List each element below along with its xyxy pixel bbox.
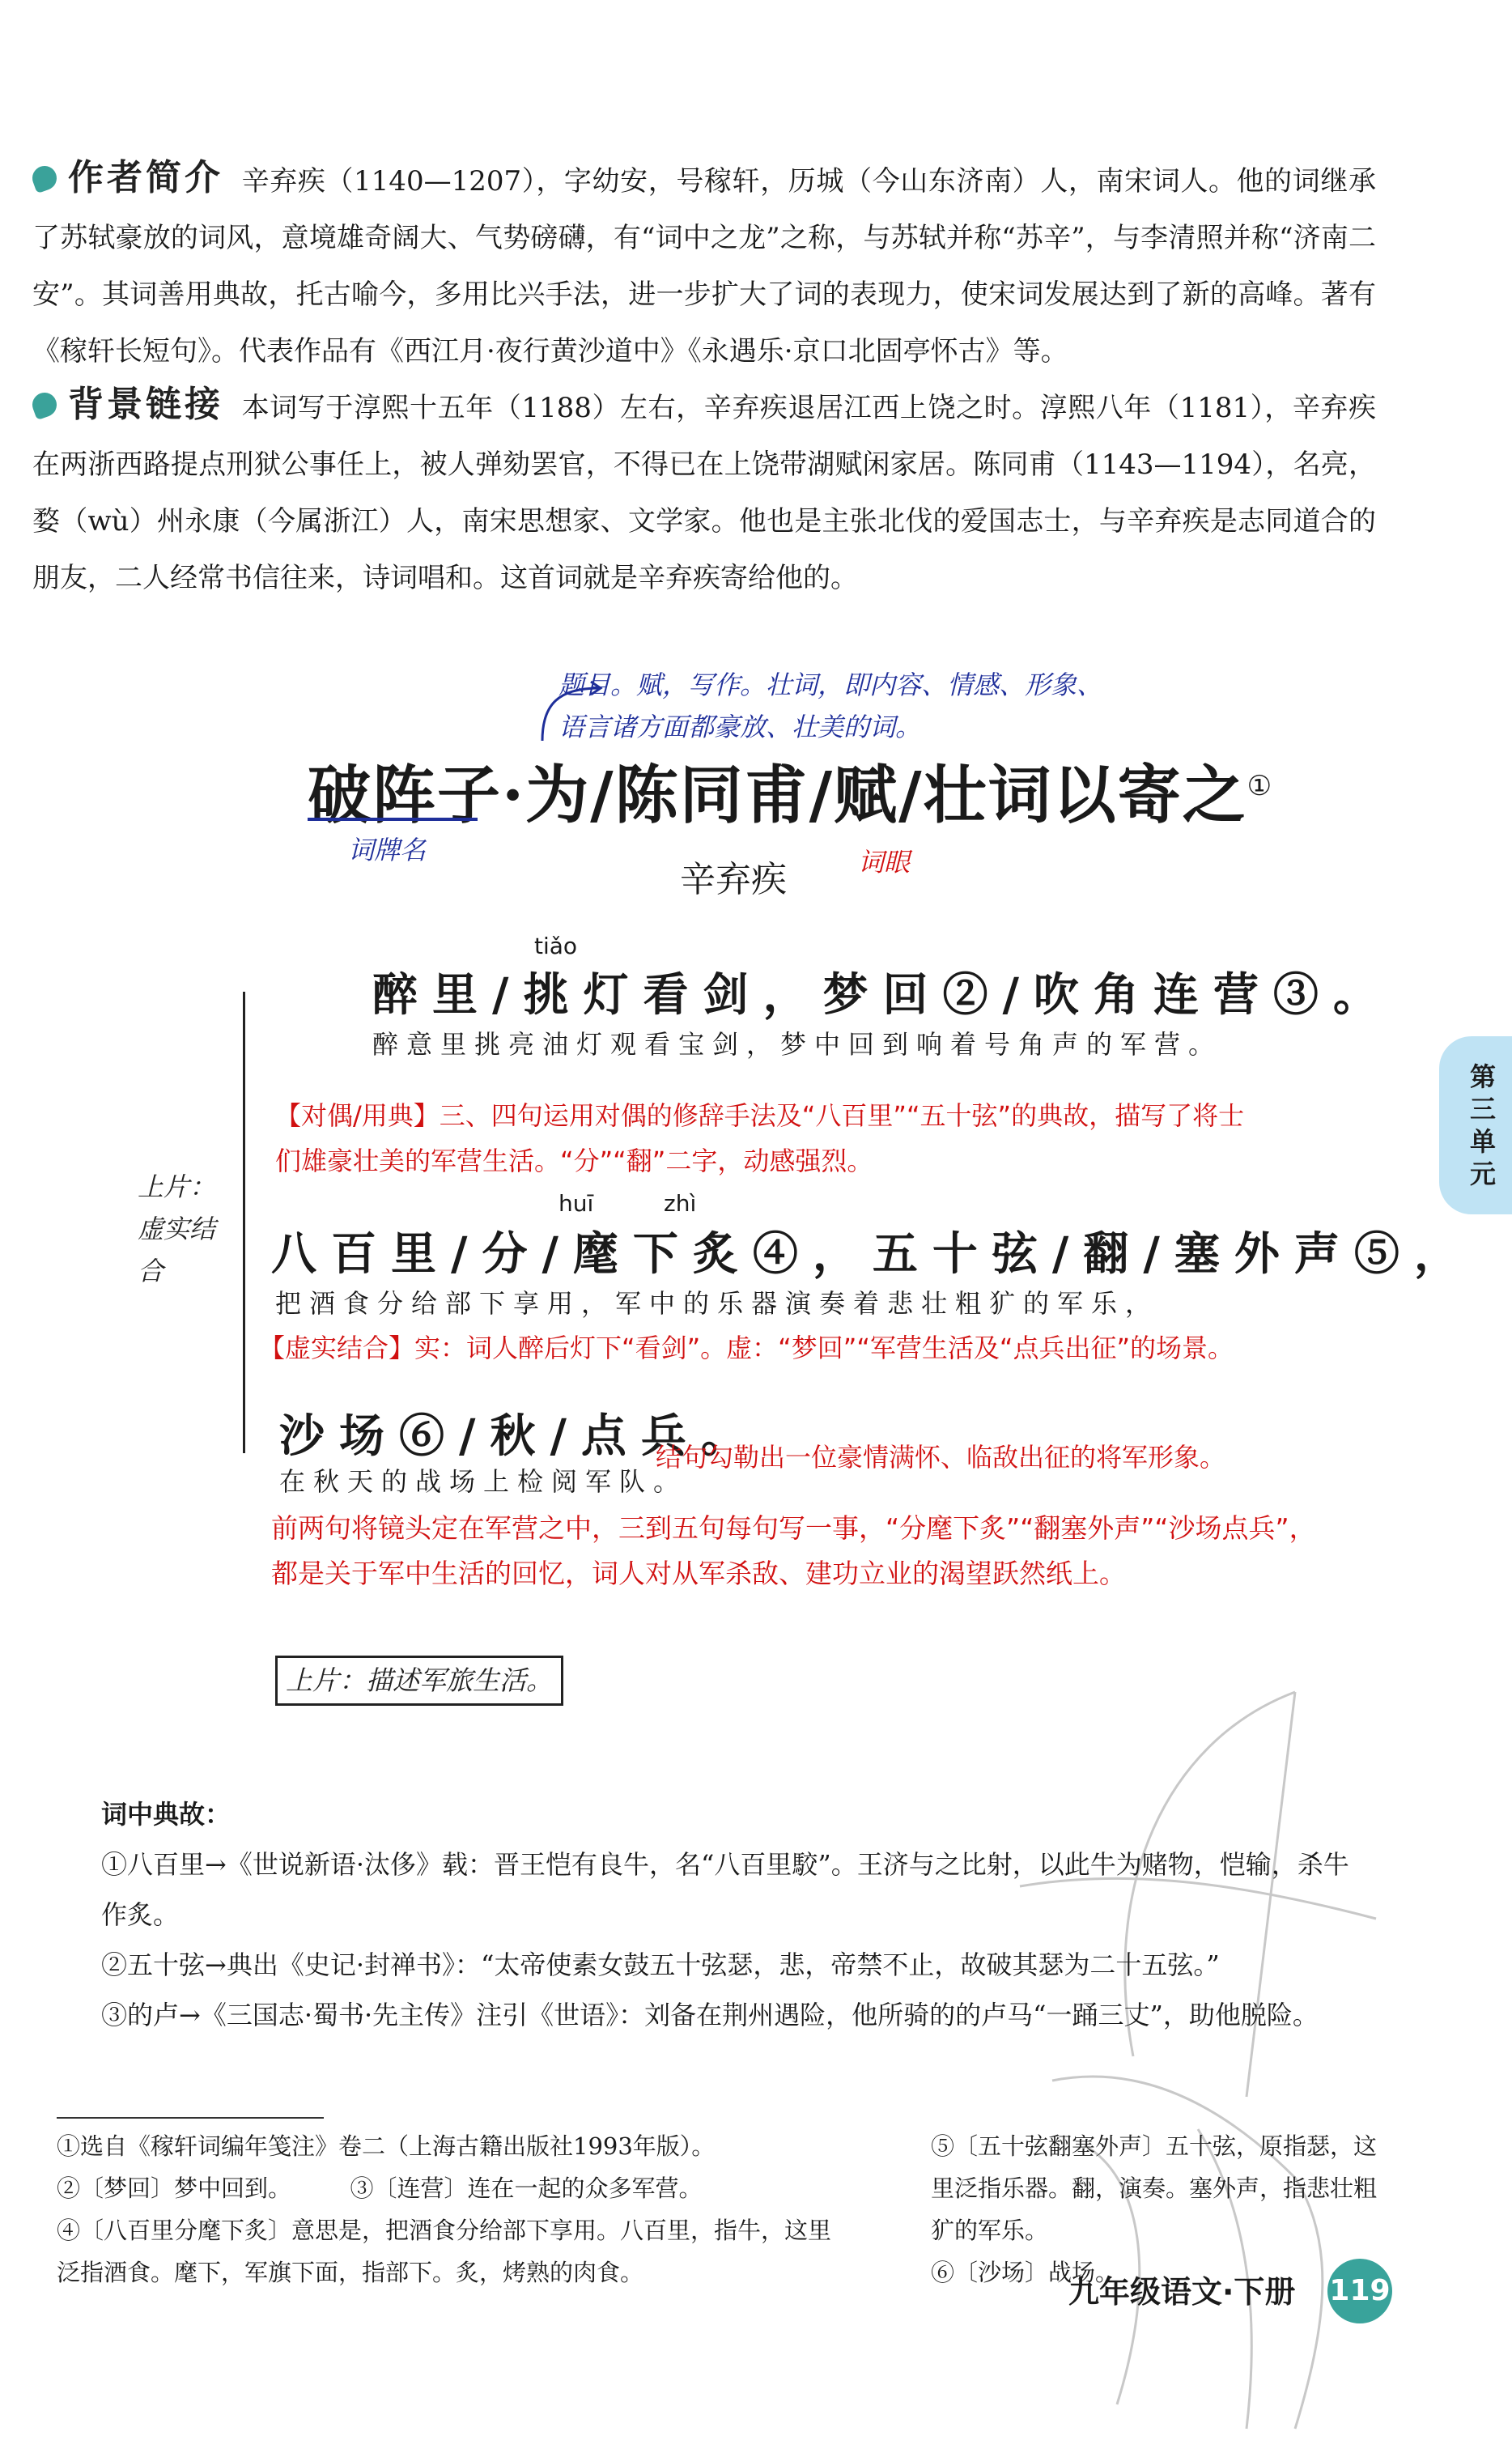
poem-title: 破阵子·为/陈同甫/赋/壮词以寄之① (308, 759, 1274, 832)
footnote-6: ⑥〔沙场〕战场。 (931, 2259, 1119, 2286)
line-3-note: 结句勾勒出一位豪情满怀、临敌出征的将军形象。 (656, 1442, 1226, 1473)
label-cipai: 词牌名 (348, 835, 427, 865)
author-heading: 作者简介 (32, 150, 223, 206)
footnote-5: ⑤〔五十弦翻塞外声〕五十弦，原指瑟，这里泛指乐器。翻，演奏。塞外声，指悲壮粗犷的军乐。 (931, 2132, 1378, 2244)
title-annotation: 题目。赋，写作。壮词，即内容、情感、形象、语言诸方面都豪放、壮美的词。 (559, 670, 1103, 742)
book-title: 九年级语文·下册 (1068, 2274, 1296, 2310)
annotation-arrow-icon (526, 672, 607, 745)
footnote-4: ④〔八百里分麾下炙〕意思是，把酒食分给部下享用。八百里，指牛，这里泛指酒食。麾下，军旗下面，指部下。炙，烤熟的肉食。 (57, 2217, 832, 2286)
page-number: 119 (1327, 2259, 1392, 2323)
translation-line-3: 在秋天的战场上检阅军队。 (279, 1466, 688, 1497)
verse-line-2: 八百里/分/麾下炙④，五十弦/翻/塞外声⑤， (271, 1227, 1474, 1281)
label-ciyan: 词眼 (858, 847, 911, 878)
stanza-summary-box: 上片：描述军旅生活。 (275, 1656, 563, 1706)
summary-note: 前两句将镜头定在军营之中，三到五句每句写一事，“分麾下炙”“翻塞外声”“沙场点兵”，都是关于军中生活的回忆，词人对从军杀敌、建功立业的渴望跃然纸上。 (271, 1512, 1316, 1589)
footnote-2-3: ②〔梦回〕梦中回到。 ③〔连营〕连在一起的众多军营。 (57, 2175, 703, 2202)
background-body: 本词写于淳熙十五年（1188）左右，辛弃疾退居江西上饶之时。淳熙八年（1181），辛弃疾在两浙西路提点刑狱公事任上，被人弹劾罢官，不得已在上饶带湖赋闲家居。陈同甫（1143—1194），名亮，婺（wù）州永康（今属浙江）人，南宋思想家、文学家。他也是主张北伐的爱国志士，与辛弃疾是志同道合的朋友，二人经常书信往来，诗词唱和。这首词就是辛弃疾寄给他的。 (32, 392, 1376, 594)
pinyin-tiao: tiǎo (534, 933, 578, 959)
allusion-item-3: ③的卢→《三国志·蜀书·先主传》注引《世语》：刘备在荆州遇险，他所骑的的卢马“一踊三丈”，助他脱险。 (101, 2000, 1319, 2030)
stanza-label: 上片：虚实结合 (138, 1171, 216, 1286)
note-xushi: 【虚实结合】实：词人醉后灯下“看剑”。虚：“梦回”“军营生活及“点兵出征”的场景。 (259, 1333, 1234, 1363)
unit-tab: 第三单元 (1439, 1036, 1512, 1214)
footnote-1: ①选自《稼轩词编年笺注》卷二（上海古籍出版社1993年版）。 (57, 2132, 716, 2160)
leaf-icon (29, 163, 60, 193)
note-duiou: 【对偶/用典】三、四句运用对偶的修辞手法及“八百里”“五十弦”的典故，描写了将士们雄豪壮美的军营生活。“分”“翻”二字，动感强烈。 (275, 1100, 1245, 1176)
translation-line-1: 醉意里挑亮油灯观看宝剑，梦中回到响着号角声的军营。 (372, 1029, 1223, 1060)
title-underline (308, 818, 478, 821)
pinyin-zhi: zhì (664, 1190, 697, 1217)
author-body: 辛弃疾（1140—1207），字幼安，号稼轩，历城（今山东济南）人，南宋词人。他的词继承了苏轼豪放的词风，意境雄奇阔大、气势磅礴，有“词中之龙”之称，与苏轼并称“苏辛”，与李清照并称“济南二安”。其词善用典故，托古喻今，多用比兴手法，进一步扩大了词的表现力，使宋词发展达到了新的高峰。著有《稼轩长短句》。代表作品有《西江月·夜行黄沙道中》《永遇乐·京口北固亭怀古》等。 (32, 165, 1376, 368)
allusion-item-2: ②五十弦→典出《史记·封禅书》：“太帝使素女鼓五十弦瑟，悲，帝禁不止，故破其瑟为二十五弦。” (101, 1949, 1220, 1980)
footnote-divider (57, 2117, 324, 2119)
allusions-heading: 词中典故： (101, 1799, 231, 1830)
poem-author: 辛弃疾 (680, 859, 787, 900)
translation-line-2: 把酒食分给部下享用，军中的乐器演奏着悲壮粗犷的军乐， (275, 1288, 1160, 1319)
verse-line-3: 沙场⑥/秋/点兵。 (279, 1409, 761, 1463)
author-section (32, 150, 1376, 380)
footnotes-left (57, 2125, 850, 2294)
background-section (32, 376, 1376, 606)
allusions-section (101, 1789, 1364, 2040)
verse-line-1: 醉里/挑灯看剑，梦回②/吹角连营③。 (372, 968, 1393, 1022)
stanza-bracket (243, 992, 245, 1453)
leaf-icon (29, 389, 60, 420)
allusion-item-1: ①八百里→《世说新语·汰侈》载：晋王恺有良牛，名“八百里駮”。王济与之比射，以此牛为赌物，恺输，杀牛作炙。 (101, 1849, 1349, 1930)
background-heading: 背景链接 (32, 376, 223, 433)
pinyin-hui: huī (559, 1190, 594, 1217)
